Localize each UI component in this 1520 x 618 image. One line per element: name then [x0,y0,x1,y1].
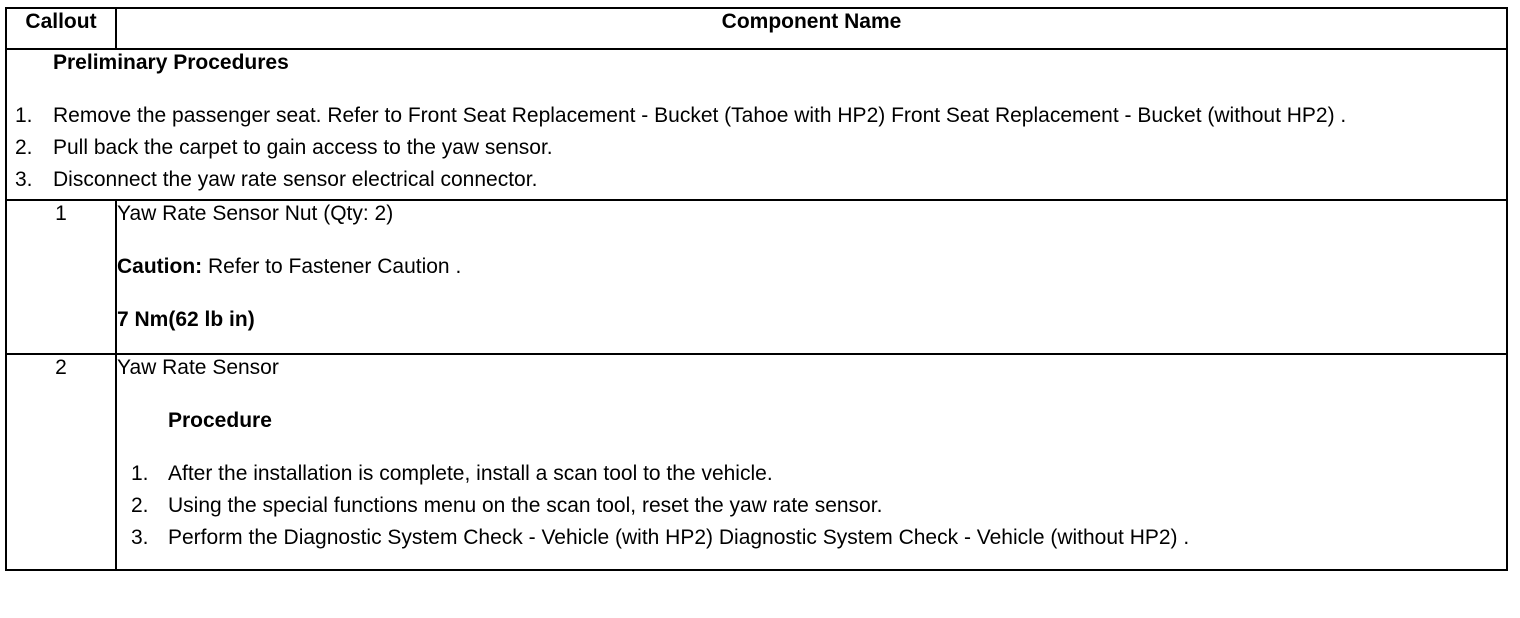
table-row [6,200,1507,354]
header-row [6,8,1507,49]
preliminary-row [6,49,1507,200]
preliminary-step [7,135,1506,161]
step-text: Perform the Diagnostic System Check - Vehicle (with HP2) Diagnostic System Check - Vehicle (without HP2) . [168,526,1190,549]
torque-spec: 7 Nm(62 lb in) [117,308,255,331]
table-row [6,354,1507,570]
header-callout: Callout [6,8,116,49]
step-number: 2. [15,136,33,159]
caution-note [117,254,1506,280]
preliminary-step [7,167,1506,193]
step-number: 2. [131,494,149,517]
component-cell [116,354,1507,570]
step-number: 1. [131,462,149,485]
step-text: After the installation is complete, install a scan tool to the vehicle. [168,462,773,485]
callout-number: 2 [6,354,116,570]
caution-label: Caution: [117,255,203,278]
preliminary-cell [6,49,1507,200]
procedure-steps [117,461,1506,551]
step-number: 3. [131,526,149,549]
step-number: 3. [15,168,33,191]
callout-number: 1 [6,200,116,354]
procedure-table [5,7,1508,571]
preliminary-title: Preliminary Procedures [53,51,289,74]
procedure-table-wrapper [5,7,1506,571]
procedure-step [117,525,1506,551]
preliminary-step [7,103,1506,129]
component-name: Yaw Rate Sensor [117,356,279,379]
procedure-title: Procedure [168,409,272,432]
header-component-name: Component Name [116,8,1507,49]
step-text: Disconnect the yaw rate sensor electrical connector. [53,168,538,191]
step-text: Using the special functions menu on the scan tool, reset the yaw rate sensor. [168,494,883,517]
procedure-step [117,493,1506,519]
component-cell [116,200,1507,354]
preliminary-steps [7,103,1506,193]
step-text: Pull back the carpet to gain access to the yaw sensor. [53,136,553,159]
step-number: 1. [15,104,33,127]
component-name: Yaw Rate Sensor Nut (Qty: 2) [117,202,394,225]
step-text: Remove the passenger seat. Refer to Front Seat Replacement - Bucket (Tahoe with HP2) Front Seat Replacement - Bucket (without HP2) . [53,104,1347,127]
caution-text: Refer to Fastener Caution . [202,255,462,278]
procedure-step [117,461,1506,487]
